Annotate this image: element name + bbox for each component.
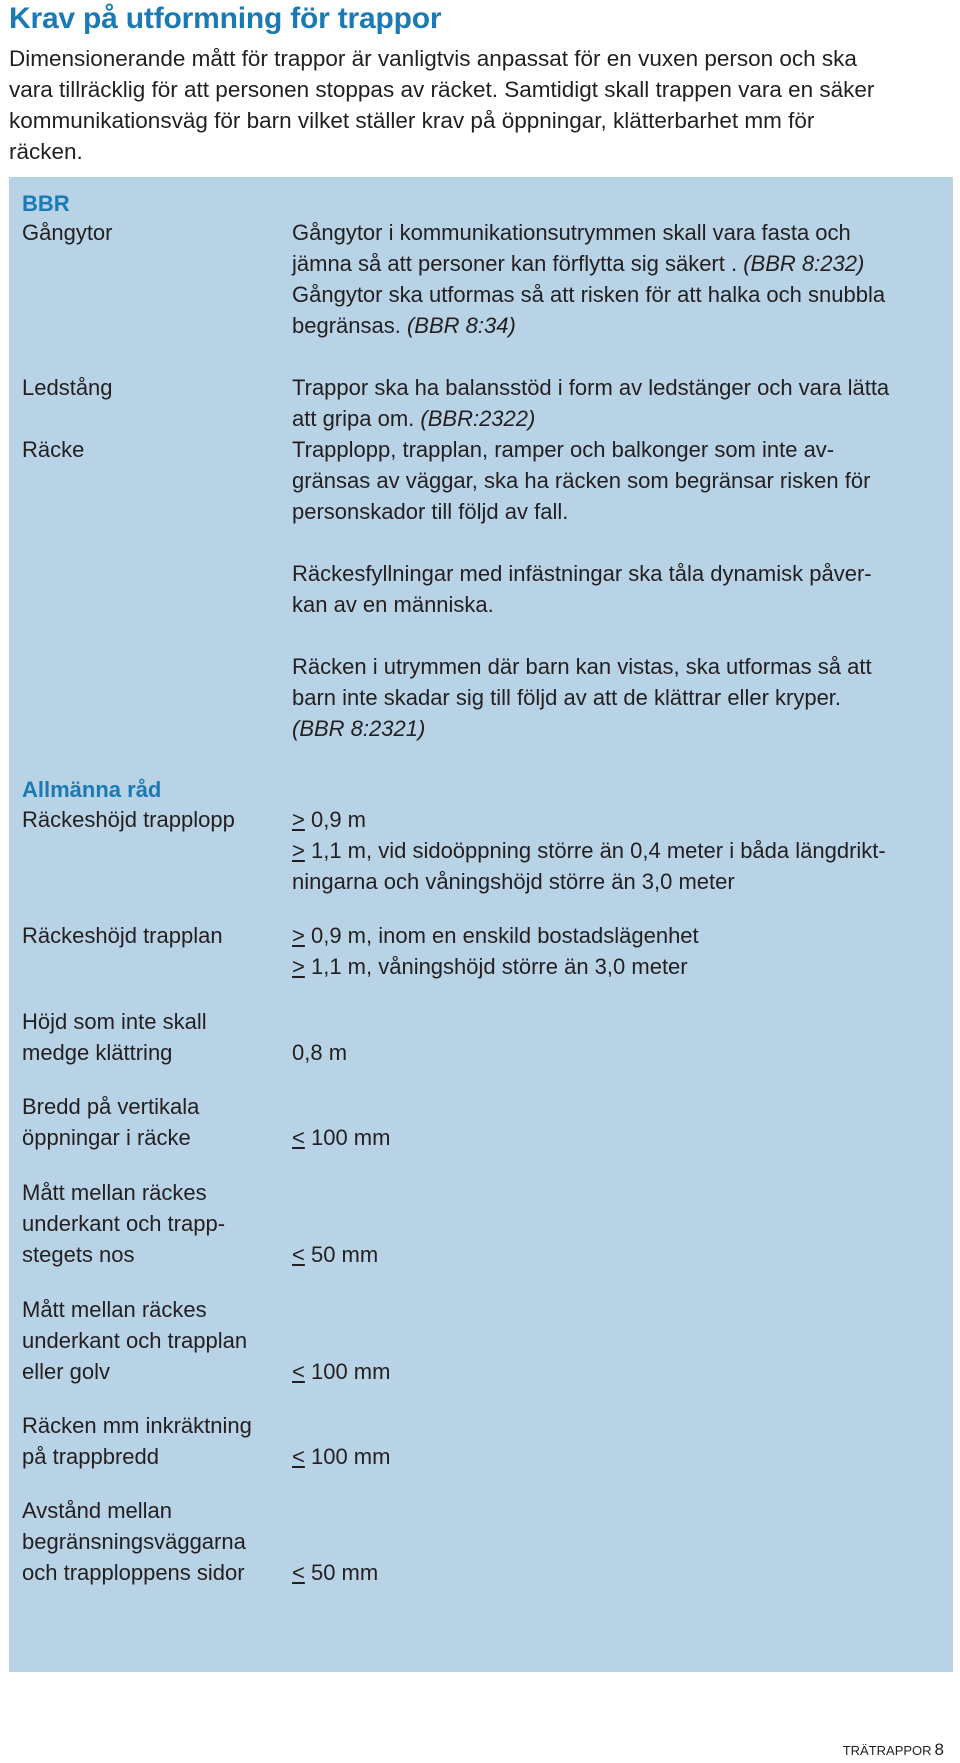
advice-label: begränsningsväggarna xyxy=(22,1529,246,1554)
intro-line: Dimensionerande mått för trappor är vanligtvis anpassat för en vuxen person och ska xyxy=(9,46,857,71)
barn-line: Räcken i utrymmen där barn kan vistas, ska utformas så att xyxy=(292,654,872,679)
advice-label: Mått mellan räckes xyxy=(22,1297,207,1322)
gangytor-line: Gångytor ska utformas så att risken för att halka och snubbla xyxy=(292,282,886,307)
comparison-symbol: > xyxy=(292,923,305,948)
advice-label: stegets nos xyxy=(22,1242,135,1267)
page-number: 8 xyxy=(934,1740,944,1759)
advice-label: Räckeshöjd trapplopp xyxy=(22,807,235,832)
bbr-reference: (BBR 8:34) xyxy=(406,313,516,338)
racke-line: personskador till följd av fall. xyxy=(292,499,569,524)
intro-line: vara tillräcklig för att personen stoppas av räcket. Samtidigt skall trappen vara en säker xyxy=(9,77,875,102)
advice-value: 0,8 m xyxy=(292,1040,348,1065)
comparison-symbol: < xyxy=(292,1242,305,1267)
comparison-symbol: < xyxy=(292,1444,305,1469)
comparison-symbol: > xyxy=(292,954,305,979)
footer-section: TRÄTRAPPOR xyxy=(842,1743,932,1758)
advice-label: eller golv xyxy=(22,1359,111,1384)
page-title: Krav på utformning för trappor xyxy=(9,2,442,35)
page-footer xyxy=(843,1740,944,1761)
advice-label: Bredd på vertikala xyxy=(22,1094,200,1119)
fyllning-line: kan av en människa. xyxy=(292,592,494,617)
advice-value: > 1,1 m, vid sidoöppning större än 0,4 meter i båda längdrikt- xyxy=(292,838,886,863)
intro-line: räcken. xyxy=(9,139,83,164)
gangytor-line: begränsas. (BBR 8:34) xyxy=(292,313,516,338)
advice-value: ningarna och våningshöjd större än 3,0 meter xyxy=(292,869,735,894)
racke-label: Räcke xyxy=(22,437,85,462)
gangytor-line: Gångytor i kommunikationsutrymmen skall vara fasta och xyxy=(292,220,851,245)
advice-value: < 100 mm xyxy=(292,1125,391,1150)
comparison-symbol: > xyxy=(292,807,305,832)
racke-line: Trapplopp, trapplan, ramper och balkonger som inte av- xyxy=(292,437,835,462)
bbr-reference: (BBR:2322) xyxy=(420,406,536,431)
intro-line: kommunikationsväg för barn vilket ställer krav på öppningar, klätterbarhet mm för xyxy=(9,108,815,133)
advice-label: öppningar i räcke xyxy=(22,1125,191,1150)
advice-value: < 100 mm xyxy=(292,1359,391,1384)
barn-line: barn inte skadar sig till följd av att de klättrar eller kryper. xyxy=(292,685,842,710)
advice-value: > 0,9 m, inom en enskild bostadslägenhet xyxy=(292,923,699,948)
advice-value: > 0,9 m xyxy=(292,807,366,832)
gangytor-label: Gångytor xyxy=(22,220,113,245)
bbr-reference: (BBR 8:232) xyxy=(743,251,865,276)
advice-heading: Allmänna råd xyxy=(22,777,162,802)
advice-label: medge klättring xyxy=(22,1040,173,1065)
advice-label: underkant och trapp- xyxy=(22,1211,226,1236)
racke-line: gränsas av väggar, ska ha räcken som begränsar risken för xyxy=(292,468,871,493)
advice-label: och trapploppens sidor xyxy=(22,1560,245,1585)
advice-label: på trappbredd xyxy=(22,1444,159,1469)
advice-value: < 50 mm xyxy=(292,1560,379,1585)
ledstang-line: att gripa om. (BBR:2322) xyxy=(292,406,536,431)
advice-label: Höjd som inte skall xyxy=(22,1009,207,1034)
comparison-symbol: < xyxy=(292,1125,305,1150)
advice-label: Avstånd mellan xyxy=(22,1498,173,1523)
requirements-panel xyxy=(9,177,953,1672)
barn-line xyxy=(292,713,425,744)
advice-value: < 50 mm xyxy=(292,1242,379,1267)
bbr-reference: (BBR 8:2321) xyxy=(292,716,426,741)
advice-label: Räckeshöjd trapplan xyxy=(22,923,223,948)
comparison-symbol: < xyxy=(292,1560,305,1585)
comparison-symbol: < xyxy=(292,1359,305,1384)
advice-label: Räcken mm inkräktning xyxy=(22,1413,252,1438)
advice-value: < 100 mm xyxy=(292,1444,391,1469)
ledstang-label: Ledstång xyxy=(22,375,113,400)
advice-label: Mått mellan räckes xyxy=(22,1180,207,1205)
intro-paragraph xyxy=(9,43,949,167)
advice-value: > 1,1 m, våningshöjd större än 3,0 meter xyxy=(292,954,688,979)
bbr-heading: BBR xyxy=(22,191,70,216)
gangytor-line: jämna så att personer kan förflytta sig säkert . (BBR 8:232) xyxy=(292,251,865,276)
fyllning-line: Räckesfyllningar med infästningar ska tåla dynamisk påver- xyxy=(292,561,872,586)
comparison-symbol: > xyxy=(292,838,305,863)
ledstang-line: Trappor ska ha balansstöd i form av ledstänger och vara lätta xyxy=(292,375,890,400)
advice-label: underkant och trapplan xyxy=(22,1328,248,1353)
